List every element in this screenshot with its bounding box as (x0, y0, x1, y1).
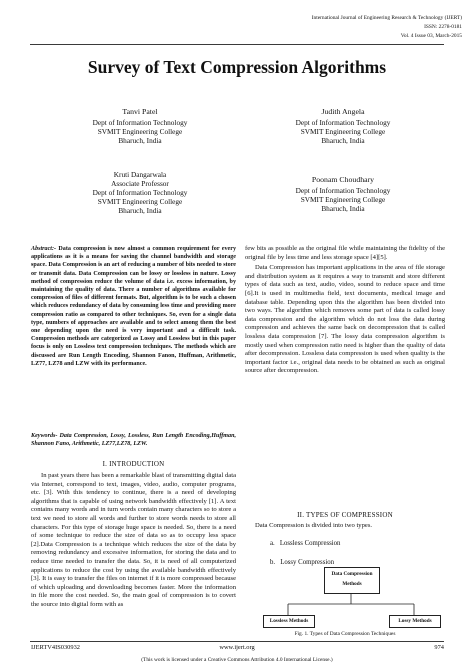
paragraph: In past years there has been a remarkable blast of transmitting digital data via Internet, correspond to text, images, video, audio, computer programs, etc. [3]. With this tendency to continue, there is a need of developing algorithms that is capable of using network bandwidth effectively [1]. A text contains many words and in turn words contain many characters so to store a text we need to store all words and further to store words needs to store all characters. For this type of storage huge space is needed. So, there is a need of some technique to reduce the size of data so as to occupy less space [2].Data Compression is a technique which reduces the size of the data by removing redundancy and excessive information, for storing the data and to reduce time needed to transfer the data. So, it is need of all computerized applications to reduce the cost by using the available bandwidth effectively [3]. It is easy to transfer the files on internet if it is more compressed because of which uploading and downloading becomes faster. More the information in file more the cost needed. So, the main goal of compression is to covert the source into digital form with as (31, 472, 236, 608)
figure-caption: Fig. 1. Types of Data Compression Techniques (294, 631, 396, 637)
list-item (270, 558, 440, 567)
author-affiliation: Dept of Information Technology (295, 118, 391, 127)
journal-issue: Vol. 4 Issue 03, March-2015 (400, 33, 462, 39)
author-affiliation: Associate Professor (111, 179, 169, 188)
author-affiliation: SVMIT Engineering College (300, 127, 386, 136)
author-affiliation: SVMIT Engineering College (97, 197, 183, 206)
introduction-body (31, 472, 236, 637)
abstract-label: Abstract:- (31, 246, 57, 252)
author-name: Judith Angela (321, 107, 365, 116)
author-affiliation: Dept of Information Technology (92, 188, 188, 197)
diagram-lossy-box: Lossy Methods (389, 615, 441, 628)
page-number: 974 (434, 644, 444, 651)
journal-issn: ISSN: 2278-0181 (424, 24, 462, 30)
license-notice: (This work is licensed under a Creative Commons Attribution 4.0 International License.) (141, 657, 333, 663)
list-marker: b. (270, 559, 276, 566)
journal-name: International Journal of Engineering Research & Technology (IJERT) (311, 15, 462, 21)
diagram-lossless-box: Lossless Methods (263, 615, 315, 628)
author-affiliation: SVMIT Engineering College (97, 127, 183, 136)
author-affiliation: Bharuch, India (118, 136, 162, 145)
paragraph: Data Compression is divided into two types. (255, 522, 373, 529)
author-affiliation: SVMIT Engineering College (300, 195, 386, 204)
paragraph: Data Compression has important applications in the area of file storage and distribution system as it requires a way to transmit and store different types of data such as text, audio, video, sound to reduce space and time [6].It is used in multimedia field, text documents, medical image and database table. Depending upon this the algorithm has been divided into two ways. The algorithm which removes some part of data is called lossy data compression and the algorithm which do not loss the data during compression and achieves the same back on decompression that is called lossless data compression [7]. The lossy data compression algorithm is mostly used when compression ratio need is higher than the quality of data after decompression. Lossless data compression is used when quality is the important factor i.e., original data needs to be obtained as such as original source after decompression. (245, 264, 445, 375)
paper-id: IJERTV4IS030932 (31, 644, 80, 651)
section-heading: II. TYPES OF COMPRESSION (297, 511, 393, 519)
author-affiliation: Dept of Information Technology (295, 186, 391, 195)
list-label: Lossless Compression (279, 540, 341, 547)
list-label: Lossy Compression (280, 559, 335, 566)
paper-title: Survey of Text Compression Algorithms (87, 57, 387, 77)
author-block (75, 170, 205, 215)
abstract (31, 245, 236, 368)
keywords: Keywords- Data Compression, Lossy, Lossless, Run Length Encoding,Huffman, Shannon Fano, Arithmetic, LZ77,LZ78, LZW. (31, 433, 236, 448)
journal-link[interactable]: www.ijert.org (219, 644, 255, 651)
footer-rule (30, 641, 444, 642)
abstract-text: Data compression is now almost a common requirement for every applications as it is a means for saving the channel bandwidth and storage space. Data Compression is an art of reducing a number of bits needed to store or transmit data. Data Compression can be lossy or lossless in nature. Lossy method of compression reduce the volume of data i.e. excess information, by maintaining the quality of data. There a number of algorithms available for compression of files of different formats. But, algorithm is to be such a chosen which reduces redundancy of data by consuming less time and providing more compression ratio as compared to other techniques. So, even for a single data type, numbers of approaches are available and to select among them the best one depending upon the need is very important and a difficult task. Compression methods are categorized as Lossy and Lossless but in this paper focus is only on Lossless text compression techniques. The methods which are discussed are Run Length Encoding, Shannon Fanon, Huffman, Arithmetic, LZ77, LZ78 and LZW with its performance. (31, 246, 236, 367)
diagram-root-box: Data Compression Methods (324, 567, 380, 594)
right-column-body (245, 245, 445, 376)
author-block (278, 107, 408, 145)
author-affiliation: Bharuch, India (321, 204, 365, 213)
header-rule (30, 44, 444, 45)
author-block (278, 175, 408, 213)
list-marker: a. (270, 540, 275, 547)
author-name: Tanvi Patel (122, 107, 158, 116)
author-block (75, 107, 205, 145)
paragraph: few bits as possible as the original file while maintaining the fidelity of the original file by less time and less storage space [4][5]. (245, 245, 445, 261)
list-item (270, 539, 440, 548)
section-intro (245, 522, 445, 531)
author-name: Poonam Choudhary (311, 175, 375, 184)
section-heading: I. INTRODUCTION (102, 460, 165, 468)
author-affiliation: Dept of Information Technology (92, 118, 188, 127)
author-name: Kruti Dangarwala (113, 170, 167, 179)
author-affiliation: Bharuch, India (118, 206, 162, 215)
journal-header (202, 14, 462, 41)
author-affiliation: Bharuch, India (321, 136, 365, 145)
